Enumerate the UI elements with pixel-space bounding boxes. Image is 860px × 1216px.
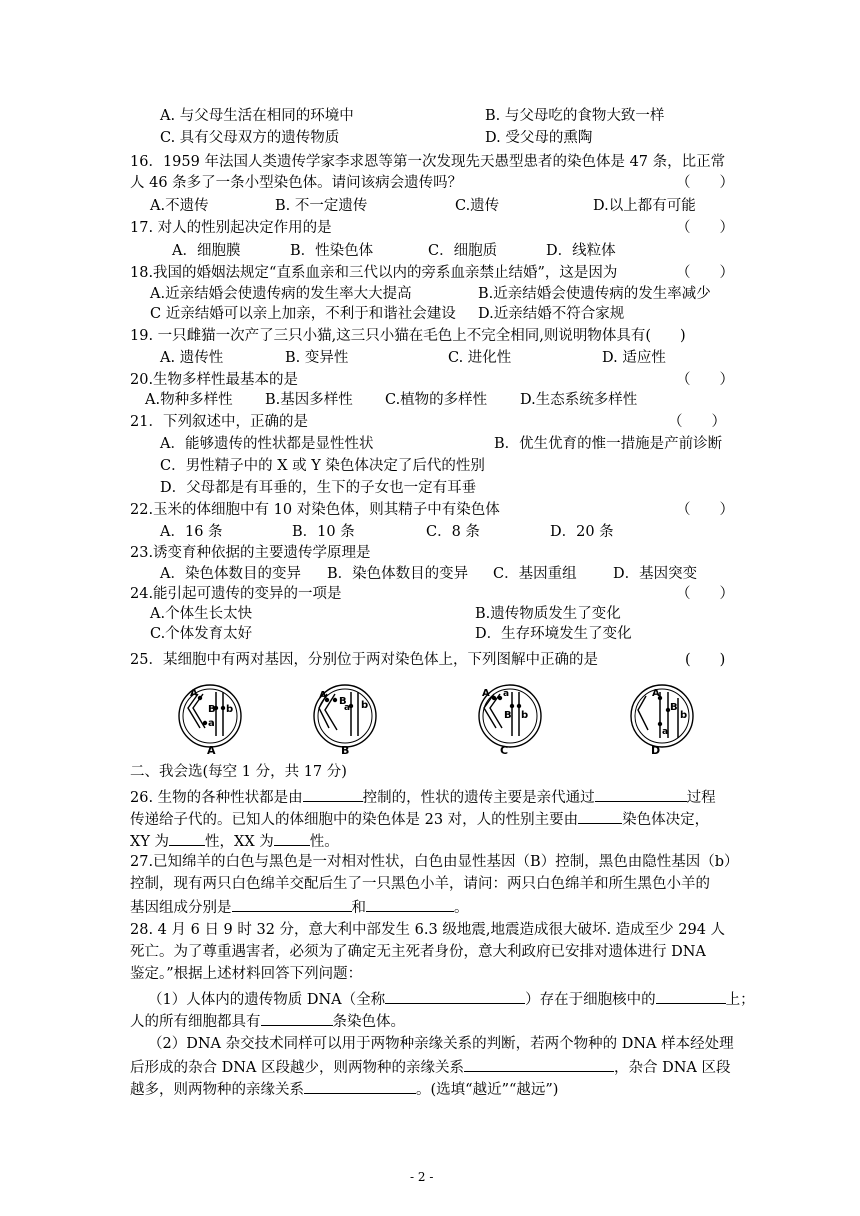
q28-blank-4[interactable]: [464, 1056, 614, 1072]
q16-option-b: B. 不一定遗传: [275, 198, 368, 214]
q22-option-a: A．16 条: [160, 524, 223, 540]
q15-option-d: D. 受父母的熏陶: [485, 130, 593, 146]
q17-option-b: B．性染色体: [290, 243, 374, 259]
gene-label-b: b: [361, 700, 369, 711]
q22-answer-paren: （ ）: [676, 502, 734, 518]
q28-blank-1[interactable]: [385, 988, 525, 1004]
gene-label-a: a: [208, 718, 215, 729]
q23-option-c: C．基因重组: [493, 566, 577, 582]
q26-blank-4[interactable]: [169, 830, 205, 846]
q27-blank-1[interactable]: [232, 896, 352, 912]
q17-option-c: C．细胞质: [428, 243, 498, 259]
q23-option-a: A．染色体数目的变异: [160, 566, 301, 582]
q17-stem: 17. 对人的性别起决定作用的是: [130, 220, 332, 236]
q16-option-a: A.不遗传: [150, 198, 209, 214]
q23-stem: 23.诱变育种依据的主要遗传学原理是: [130, 545, 371, 561]
q28-sub2-line2: 后形成的杂合 DNA 区段越少，则两物种的亲缘关系 ，杂合 DNA 区段: [130, 1056, 731, 1078]
q26-blank-1[interactable]: [303, 786, 363, 802]
gene-label-b: b: [680, 710, 688, 721]
q28-line2: 死亡。为了尊重遇害者，必须为了确定无主死者身份，意大利政府已安排对遗体进行 DNA: [130, 944, 706, 960]
q24-answer-paren: （ ）: [676, 586, 734, 602]
q21-option-a: A．能够遗传的性状都是显性性状: [160, 436, 374, 452]
q15-option-c: C. 具有父母双方的遗传物质: [160, 130, 340, 146]
q19-option-a: A. 遗传性: [160, 350, 224, 366]
q17-answer-paren: （ ）: [676, 220, 734, 236]
gene-label-A: A: [190, 688, 198, 699]
gene-label-B: B: [339, 696, 347, 707]
q25-figure-a-label: A: [207, 744, 216, 757]
q25-figure-b-label: B: [341, 744, 350, 757]
q24-stem: 24.能引起可遗传的变异的一项是: [130, 586, 342, 602]
q18-stem: 18.我国的婚姻法规定“直系血亲和三代以内的旁系血亲禁止结婚”，这是因为: [130, 265, 618, 281]
gene-label-a: a: [344, 703, 351, 713]
q17-option-a: A．细胞膜: [172, 243, 241, 259]
q19-stem: 19. 一只雌猫一次产了三只小猫,这三只小猫在毛色上不完全相同,则说明物体具有( ): [130, 328, 686, 344]
q26-blank-5[interactable]: [274, 830, 310, 846]
q18-option-d: D.近亲结婚不符合家规: [478, 306, 625, 322]
q24-option-c: C.个体发育太好: [150, 626, 253, 642]
q25-stem: 25．某细胞中有两对基因，分别位于两对染色体上，下列图解中正确的是: [130, 652, 598, 668]
q25-figure-d: [622, 676, 702, 756]
q27-line3: 基因组成分别是 和 。: [130, 896, 469, 918]
q19-option-c: C. 进化性: [448, 350, 512, 366]
q28-sub1-line1: （1）人体内的遗传物质 DNA（全称 ）存在于细胞核中的 上；: [148, 988, 755, 1010]
q20-option-b: B.基因多样性: [265, 392, 353, 408]
q27-blank-2[interactable]: [366, 896, 454, 912]
q19-option-d: D. 适应性: [602, 350, 666, 366]
q25-figure-c-label: C: [500, 744, 509, 757]
q20-answer-paren: （ ）: [676, 372, 734, 388]
q24-option-d: D．生存环境发生了变化: [475, 626, 632, 642]
q25-figure-c: [470, 676, 550, 756]
q19-option-b: B. 变异性: [285, 350, 349, 366]
q28-blank-5[interactable]: [304, 1078, 416, 1094]
section-2-title: 二、我会选(每空 1 分，共 17 分): [130, 764, 347, 780]
q18-option-c: C 近亲结婚可以亲上加亲，不利于和谐社会建设: [150, 306, 456, 322]
q15-option-b: B. 与父母吃的食物大致一样: [485, 108, 665, 124]
q20-stem: 20.生物多样性最基本的是: [130, 372, 299, 388]
gene-label-A: A: [319, 690, 327, 701]
q26-blank-3[interactable]: [578, 808, 622, 824]
q20-option-a: A.物种多样性: [145, 392, 233, 408]
q18-option-b: B.近亲结婚会使遗传病的发生率减少: [478, 286, 711, 302]
q18-option-a: A.近亲结婚会使遗传病的发生率大大提高: [150, 286, 412, 302]
q27-line1: 27.已知绵羊的白色与黑色是一对相对性状，白色由显性基因（B）控制，黑色由隐性基因（b）: [130, 854, 739, 870]
q28-blank-3[interactable]: [261, 1010, 333, 1026]
q20-option-c: C.植物的多样性: [385, 392, 488, 408]
gene-label-B: B: [504, 710, 512, 721]
q24-option-b: B.遗传物质发生了变化: [475, 606, 621, 622]
gene-label-a: a: [503, 689, 510, 699]
gene-label-B: B: [208, 704, 216, 715]
q22-option-b: B．10 条: [292, 524, 355, 540]
q27-line2: 控制，现有两只白色绵羊交配后生了一只黑色小羊，请问：两只白色绵羊和所生黑色小羊的: [130, 876, 710, 892]
q16-stem-line2: 人 46 条多了一条小型染色体。请问该病会遗传吗？: [130, 175, 463, 191]
q28-blank-2[interactable]: [656, 988, 726, 1004]
q16-stem-line1: 16．1959 年法国人类遗传学家李求恩等第一次发现先天愚型患者的染色体是 47 条，比正常: [130, 154, 726, 170]
q21-option-b: B．优生优育的惟一措施是产前诊断: [494, 436, 723, 452]
q16-answer-paren: （ ）: [676, 175, 734, 191]
gene-label-A: A: [652, 688, 660, 699]
q24-option-a: A.个体生长太快: [150, 606, 253, 622]
q23-option-d: D．基因突变: [613, 566, 698, 582]
gene-label-B: B: [670, 702, 678, 713]
q23-option-b: B．染色体数目的变异: [327, 566, 469, 582]
q26-line1: 26. 生物的各种性状都是由 控制的，性状的遗传主要是亲代通过 过程: [130, 786, 716, 808]
q21-answer-paren: （ ）: [668, 414, 726, 430]
q15-option-a: A. 与父母生活在相同的环境中: [160, 108, 354, 124]
q25-figure-d-label: D: [651, 744, 661, 757]
q22-option-c: C．8 条: [426, 524, 480, 540]
q28-sub2-line1: （2）DNA 杂交技术同样可以用于两物种亲缘关系的判断，若两个物种的 DNA 样本经处理: [148, 1036, 734, 1052]
q20-option-d: D.生态系统多样性: [520, 392, 638, 408]
q28-sub2-line3: 越多，则两物种的亲缘关系 。(选填“越近”“越远”): [130, 1078, 558, 1100]
q22-option-d: D．20 条: [550, 524, 614, 540]
q26-blank-2[interactable]: [595, 786, 687, 802]
q21-option-d: D．父母都是有耳垂的，生下的子女也一定有耳垂: [160, 480, 477, 496]
gene-label-A: A: [482, 688, 490, 699]
q28-sub1-line2: 人的所有细胞都具有 条染色体。: [130, 1010, 405, 1032]
q26-line2: 传递给子代的。已知人的体细胞中的染色体是 23 对，人的性别主要由 染色体决定，: [130, 808, 709, 830]
q22-stem: 22.玉米的体细胞中有 10 对染色体，则其精子中有染色体: [130, 502, 500, 518]
q28-line3: 鉴定。”根据上述材料回答下列问题：: [130, 966, 363, 982]
q28-line1: 28. 4 月 6 日 9 时 32 分，意大利中部发生 6.3 级地震,地震造成很大破坏. 造成至少 294 人: [130, 922, 726, 938]
q16-option-c: C.遗传: [455, 198, 500, 214]
page-number: - 2 -: [410, 1170, 434, 1184]
q21-option-c: C．男性精子中的 X 或 Y 染色体决定了后代的性别: [160, 458, 485, 474]
q25-answer-paren: ( ): [685, 652, 726, 668]
gene-label-b: b: [521, 710, 529, 721]
gene-label-a: a: [662, 727, 669, 737]
q26-line3: XY 为 性，XX 为 性。: [130, 830, 339, 852]
q21-stem: 21．下列叙述中，正确的是: [130, 414, 308, 430]
q17-option-d: D．线粒体: [546, 243, 616, 259]
gene-label-b: b: [226, 704, 234, 715]
q16-option-d: D.以上都有可能: [593, 198, 696, 214]
q18-answer-paren: （ ）: [676, 265, 734, 281]
